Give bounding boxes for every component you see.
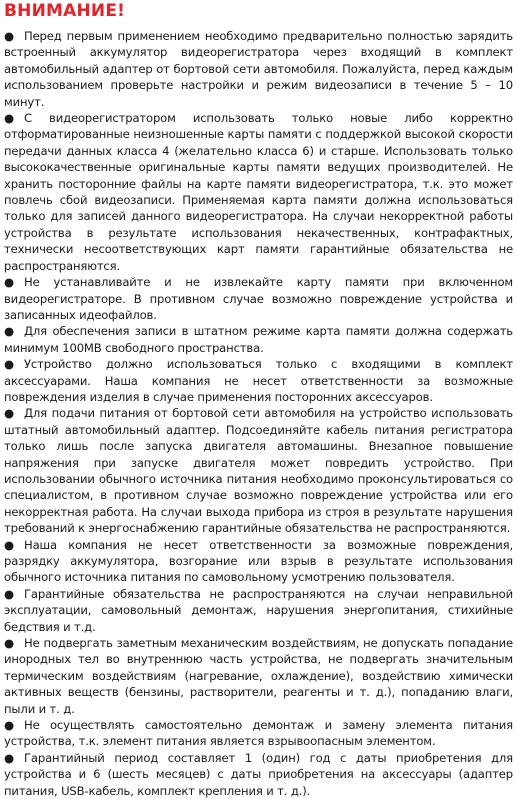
warning-item-text: Не осуществлять самостоятельно демонтаж и замену элемента питания устройства, т.к. элемент питания является взрывоопасным элементом.	[4, 718, 513, 749]
warning-item	[4, 110, 513, 274]
warning-item-text: Для подачи питания от бортовой сети автомобиля на устройство использовать штатный автомобильный адаптер. Подсоединяйте кабель питания регистратора только лишь после запуска двигателя автомашины. Внезапное повышение напряжения при запуске двигателя может повредить устройство. При использовании обычного источника питания необходимо проконсультироваться со специалистом, в противном случае возможно повреждение устройства или его некорректная работа. На случаи выхода прибора из строя в результате нарушения требований к энергоснабжению гарантийные обязательства не распространяются.	[4, 406, 513, 536]
warning-item	[4, 28, 513, 110]
warning-item	[4, 717, 513, 750]
warning-heading: ВНИМАНИЕ!	[4, 1, 126, 21]
warning-item-text: Для обеспечения записи в штатном режиме карта памяти должна содержать минимум 100MB свободного пространства.	[4, 324, 513, 355]
warning-item-text: Устройство должно использоваться только с входящими в комплект аксессуарами. Наша компания не несет ответственности за возможные повреждения изделия в случае применения посторонних аксессуаров.	[4, 357, 513, 404]
warning-item	[4, 405, 513, 536]
bullet-icon: ●	[4, 718, 14, 733]
warning-item-text: Наша компания не несет ответственности за возможные повреждения, разрядку аккумулятора, возгорание или взрыв в результате использования обычного источника питания по самовольному усмотрению пользователя.	[4, 537, 513, 585]
warning-item-text: Не устанавливайте и не извлекайте карту памяти при включенном видеорегистраторе. В противном случае возможно повреждение устройства и записанных идеофайлов.	[4, 275, 513, 322]
bullet-icon: ●	[4, 275, 14, 290]
warning-item-text: Не подвергать заметным механическим воздействиям, не допускать попадание инородных тел во внутреннюю часть устройства, не подвергать значительным термическим воздействиям (нагревание, охлаждение), воздействию химически активных веществ (бензины, растворители, реагенты и т. д.), попаданию влаги, пыли и т. д.	[4, 636, 513, 716]
bullet-icon: ●	[4, 537, 14, 552]
warning-item	[4, 356, 513, 405]
warning-item	[4, 537, 513, 586]
bullet-icon: ●	[4, 636, 14, 651]
bullet-icon: ●	[4, 111, 14, 126]
warning-item	[4, 586, 513, 635]
warning-item	[4, 274, 513, 323]
warning-list	[4, 28, 513, 799]
warning-item	[4, 750, 513, 799]
warning-item-text: Гарантийные обязательства не распространяются на случаи неправильной эксплуатации, самовольный демонтаж, нарушения энергопитания, стихийные бедствия и т.д.	[4, 586, 513, 634]
warning-item	[4, 323, 513, 356]
warning-item-text: С видеорегистратором использовать только новые либо корректно отформатированные неизношенные карты памяти с поддержкой высокой скорости передачи данных класса 4 (желательно класса 6) и старше. Использовать только высококачественные оригинальные карты памяти ведущих производителей. Не хранить посторонние файлы на карте памяти видеорегистратора, т.к. это может повлечь сбой видеозаписи. Применяемая карта памяти должна использоваться только для записей данного видеорегистратора. На случаи некорректной работы устройства в результате использования некачественных, контрафактных, технически несоответствующих карт памяти гарантийные обязательства не распространяются.	[4, 111, 513, 273]
bullet-icon: ●	[4, 406, 14, 421]
warning-item	[4, 635, 513, 717]
bullet-icon: ●	[4, 324, 14, 339]
bullet-icon: ●	[4, 750, 14, 765]
bullet-icon: ●	[4, 586, 14, 601]
bullet-icon: ●	[4, 357, 14, 372]
bullet-icon: ●	[4, 29, 14, 43]
warning-item-text: Гарантийный период составляет 1 (один) год с даты приобретения для устройства и 6 (шесть месяцев) с даты приобретения на аксессуары (адаптер питания, USB-кабель, комплект крепления и т. д.).	[4, 750, 513, 798]
warning-item-text: Перед первым применением необходимо предварительно полностью зарядить встроенный аккумулятор видеорегистратора через входящий в комплект автомобильный адаптер от бортовой сети автомобиля. Пожалуйста, перед каждым использованием проверьте настройки и режим видеозаписи в течение 5 – 10 минут.	[4, 29, 513, 109]
